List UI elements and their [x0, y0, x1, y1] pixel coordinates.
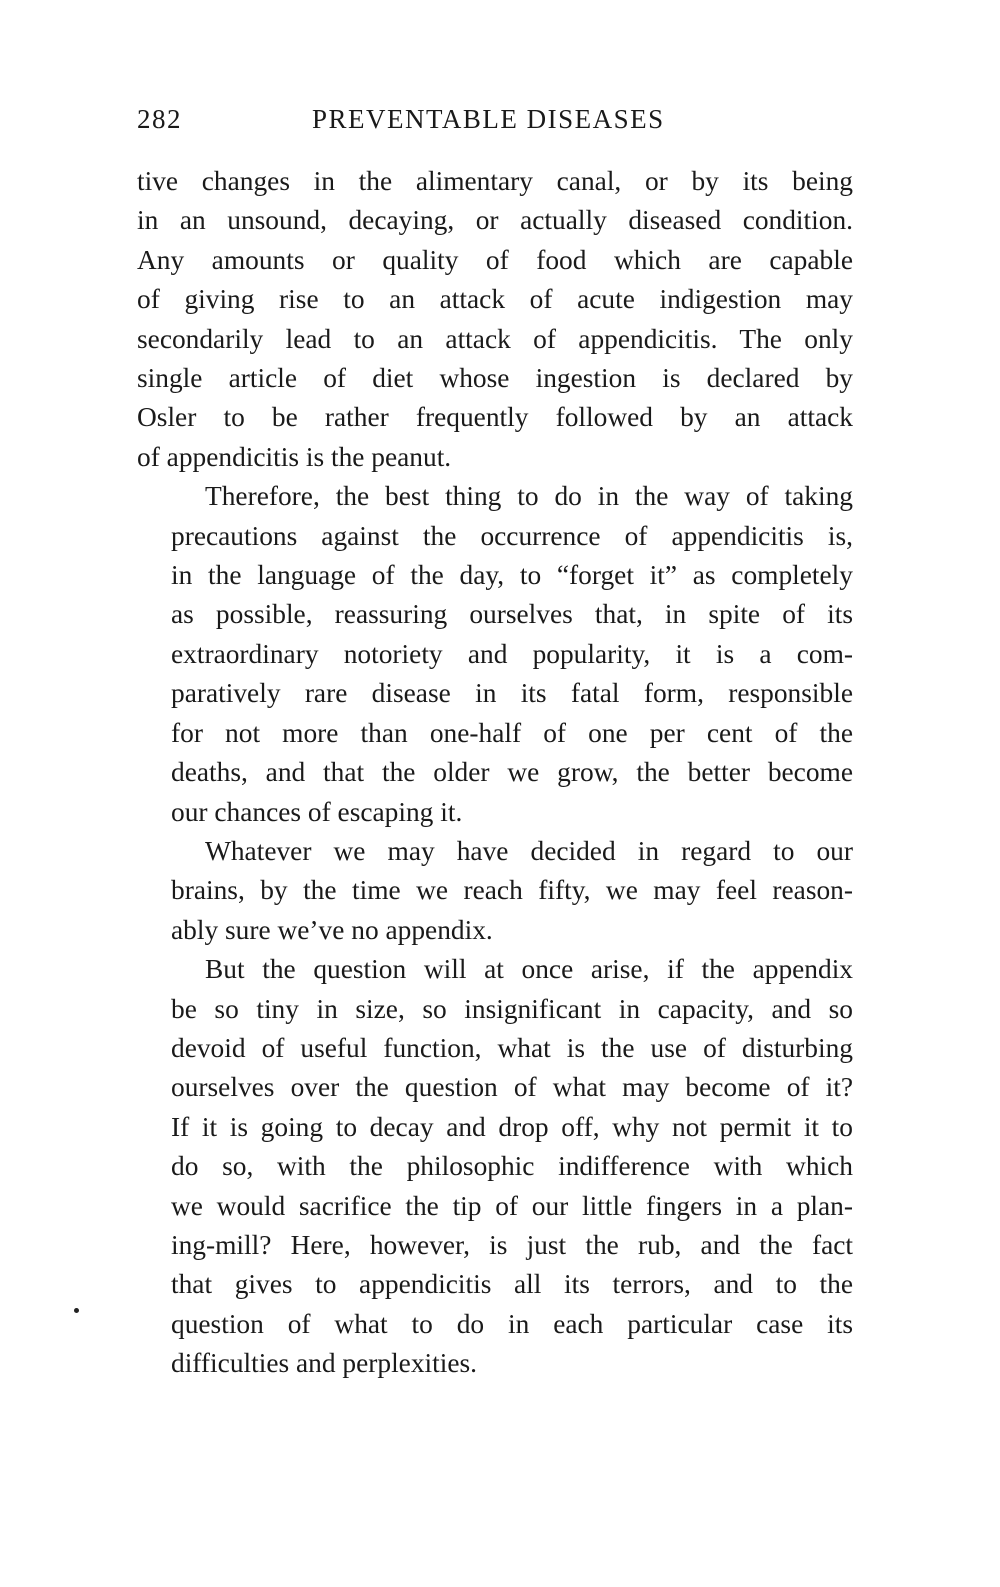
- text-line: If it is going to decay and drop off, why not permit it to: [171, 1111, 853, 1142]
- body-text: [137, 162, 853, 1384]
- text-line: secondarily lead to an attack of appendicitis. The only: [137, 323, 853, 354]
- text-line: be so tiny in size, so insignificant in capacity, and so: [171, 993, 853, 1024]
- page-number: 282: [137, 104, 182, 134]
- text-line: difficulties and perplexities.: [171, 1348, 478, 1379]
- text-line: of appendicitis is the peanut.: [137, 441, 452, 472]
- text-line: do so, with the philosophic indifference with which: [171, 1151, 853, 1182]
- text-line: brains, by the time we reach fifty, we may feel reason-: [171, 875, 853, 906]
- text-line: we would sacrifice the tip of our little fingers in a plan-: [171, 1190, 853, 1221]
- text-line: paratively rare disease in its fatal form, responsible: [171, 678, 853, 709]
- paragraph-1: [137, 162, 853, 477]
- text-line: single article of diet whose ingestion is declared by: [137, 363, 853, 394]
- paragraph-2: [137, 477, 853, 832]
- text-line: that gives to appendicitis all its terrors, and to the: [171, 1269, 853, 1300]
- text-line: our chances of escaping it.: [171, 796, 463, 827]
- running-head: [137, 104, 857, 144]
- paragraph-3: [137, 832, 853, 950]
- margin-speck: [74, 1308, 79, 1313]
- text-line: devoid of useful function, what is the use of disturbing: [171, 1032, 853, 1063]
- text-line: ably sure we’ve no appendix.: [171, 914, 493, 945]
- text-line: Any amounts or quality of food which are capable: [137, 244, 853, 275]
- text-line: Whatever we may have decided in regard to our: [205, 835, 853, 866]
- text-line: Therefore, the best thing to do in the way of taking: [205, 481, 853, 512]
- text-line: deaths, and that the older we grow, the better become: [171, 757, 853, 788]
- running-title: PREVENTABLE DISEASES: [312, 104, 665, 134]
- text-line: as possible, reassuring ourselves that, in spite of its: [171, 599, 853, 630]
- text-line: in the language of the day, to “forget it” as completely: [171, 560, 853, 591]
- text-line: precautions against the occurrence of appendicitis is,: [171, 520, 853, 551]
- text-line: extraordinary notoriety and popularity, it is a com-: [171, 638, 853, 669]
- paragraph-4: [137, 950, 853, 1383]
- text-line: ourselves over the question of what may become of it?: [171, 1072, 853, 1103]
- text-line: Osler to be rather frequently followed by an attack: [137, 402, 853, 433]
- text-line: question of what to do in each particular case its: [171, 1308, 853, 1339]
- text-line: for not more than one-half of one per cent of the: [171, 717, 853, 748]
- text-line: of giving rise to an attack of acute indigestion may: [137, 284, 853, 315]
- text-line: in an unsound, decaying, or actually diseased condition.: [137, 205, 853, 236]
- text-line: But the question will at once arise, if the appendix: [205, 954, 853, 985]
- text-line: ing-mill? Here, however, is just the rub, and the fact: [171, 1229, 853, 1260]
- text-line: tive changes in the alimentary canal, or by its being: [137, 166, 853, 196]
